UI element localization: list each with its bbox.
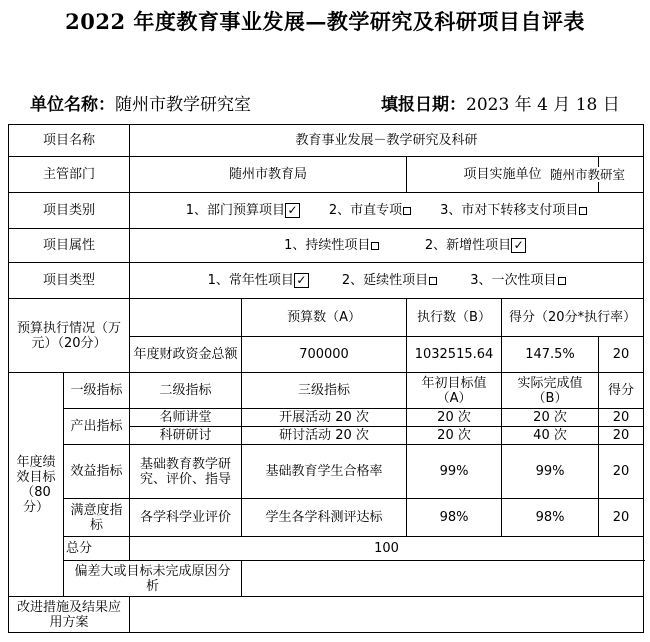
item-score: 20 — [599, 427, 644, 445]
row-total — [9, 537, 644, 561]
attribute-opt2: 2、新增性项目 — [424, 238, 512, 253]
exec-value: 1032515.64 — [407, 337, 502, 373]
budget-col-score: 得分（20分*执行率） — [502, 299, 644, 337]
table-row — [9, 499, 644, 537]
item-l3: 开展活动 20 次 — [242, 409, 407, 427]
item-l3: 基础教育学生合格率 — [242, 445, 407, 499]
checked-box-icon: ✓ — [294, 273, 309, 288]
row-type — [9, 263, 644, 299]
total-label: 总分 — [64, 537, 130, 561]
budget-row-label: 年度财政资金总额 — [130, 337, 242, 373]
benefit-label: 效益指标 — [64, 445, 130, 499]
category-label: 项目类别 — [9, 193, 130, 229]
row-project-name — [9, 125, 644, 157]
checkbox-icon — [403, 207, 411, 215]
project-name-label: 项目名称 — [9, 125, 130, 157]
date-value: 2023 年 4 月 18 日 — [466, 95, 620, 115]
improve-value — [130, 597, 644, 633]
perf-label: 年度绩效目标（80分） — [9, 373, 64, 597]
category-opt1: 1、部门预算项目 — [185, 203, 285, 218]
page-title: 2022 年度教育事业发展—教学研究及科研项目自评表 — [65, 9, 585, 34]
checkbox-icon — [579, 207, 587, 215]
total-value: 100 — [130, 537, 644, 561]
row-category — [9, 193, 644, 229]
unit-value: 随州市教学研究室 — [115, 95, 251, 115]
item-l2: 基础教育教学研究、评价、指导 — [130, 445, 242, 499]
project-name-value: 教育事业发展－教学研究及科研 — [130, 125, 644, 157]
dept-label: 主管部门 — [9, 157, 130, 193]
row-perf-header — [9, 373, 644, 409]
table-row — [9, 409, 644, 427]
type-opt3: 3、一次性项目 — [470, 273, 557, 288]
item-target: 98% — [407, 499, 502, 537]
perf-h2: 二级指标 — [130, 373, 242, 409]
unit-label: 单位名称： — [30, 95, 115, 115]
checked-box-icon: ✓ — [511, 238, 526, 253]
item-l2: 名师讲堂 — [130, 409, 242, 427]
date-label: 填报日期： — [381, 95, 466, 115]
impl-label: 项目实施单位 — [407, 157, 599, 193]
unit-name — [30, 90, 251, 115]
category-opt3: 3、市对下转移支付项目 — [440, 203, 579, 218]
attribute-opt1: 1、持续性项目 — [284, 238, 371, 253]
item-l3: 研讨活动 20 次 — [242, 427, 407, 445]
row-dept — [9, 157, 644, 193]
type-opt1: 1、常年性项目 — [207, 273, 294, 288]
item-actual: 40 次 — [502, 427, 599, 445]
attribute-options — [130, 229, 644, 263]
item-actual: 99% — [502, 445, 599, 499]
improve-label: 改进措施及结果应用方案 — [9, 597, 130, 633]
attribute-label: 项目属性 — [9, 229, 130, 263]
dept-value: 随州市教育局 — [130, 157, 407, 193]
item-score: 20 — [599, 409, 644, 427]
type-opt2: 2、延续性项目 — [341, 273, 429, 288]
item-actual: 20 次 — [502, 409, 599, 427]
category-opt2: 2、市直专项 — [328, 203, 403, 218]
row-attribute — [9, 229, 644, 263]
perf-h4: 年初目标值（A） — [407, 373, 502, 409]
category-options — [130, 193, 644, 229]
item-target: 20 次 — [407, 427, 502, 445]
row-improve — [9, 597, 644, 633]
budget-col-exec: 执行数（B） — [407, 299, 502, 337]
deviation-label: 偏差大或目标未完成原因分析 — [64, 561, 242, 597]
checkbox-icon — [429, 277, 437, 285]
type-options — [130, 263, 644, 299]
perf-h5: 实际完成值（B） — [502, 373, 599, 409]
perf-h3: 三级指标 — [242, 373, 407, 409]
item-l3: 学生各学科测评达标 — [242, 499, 407, 537]
row-deviation — [9, 561, 644, 597]
item-score: 20 — [599, 499, 644, 537]
item-l2: 各学科学业评价 — [130, 499, 242, 537]
perf-h6: 得分 — [599, 373, 644, 409]
item-l2: 科研研讨 — [130, 427, 242, 445]
item-target: 99% — [407, 445, 502, 499]
type-label: 项目类型 — [9, 263, 130, 299]
table-row — [9, 445, 644, 499]
item-score: 20 — [599, 445, 644, 499]
perf-h1: 一级指标 — [64, 373, 130, 409]
checkbox-icon — [371, 242, 379, 250]
budget-empty — [130, 299, 242, 337]
budget-label: 预算执行情况（万元）（20分） — [9, 299, 130, 373]
evaluation-table — [8, 124, 644, 633]
fill-date — [381, 90, 620, 115]
row-budget-header — [9, 299, 644, 337]
budget-value: 700000 — [242, 337, 407, 373]
checkbox-icon — [558, 277, 566, 285]
rate-value: 147.5% — [502, 337, 599, 373]
deviation-value — [242, 561, 644, 597]
output-label: 产出指标 — [64, 409, 130, 445]
budget-col-budget: 预算数（A） — [242, 299, 407, 337]
item-target: 20 次 — [407, 409, 502, 427]
score-value: 20 — [599, 337, 644, 373]
checked-box-icon: ✓ — [285, 203, 300, 218]
impl-value: 随州市教研室 — [599, 157, 644, 193]
satisfaction-label: 满意度指标 — [64, 499, 130, 537]
item-actual: 98% — [502, 499, 599, 537]
